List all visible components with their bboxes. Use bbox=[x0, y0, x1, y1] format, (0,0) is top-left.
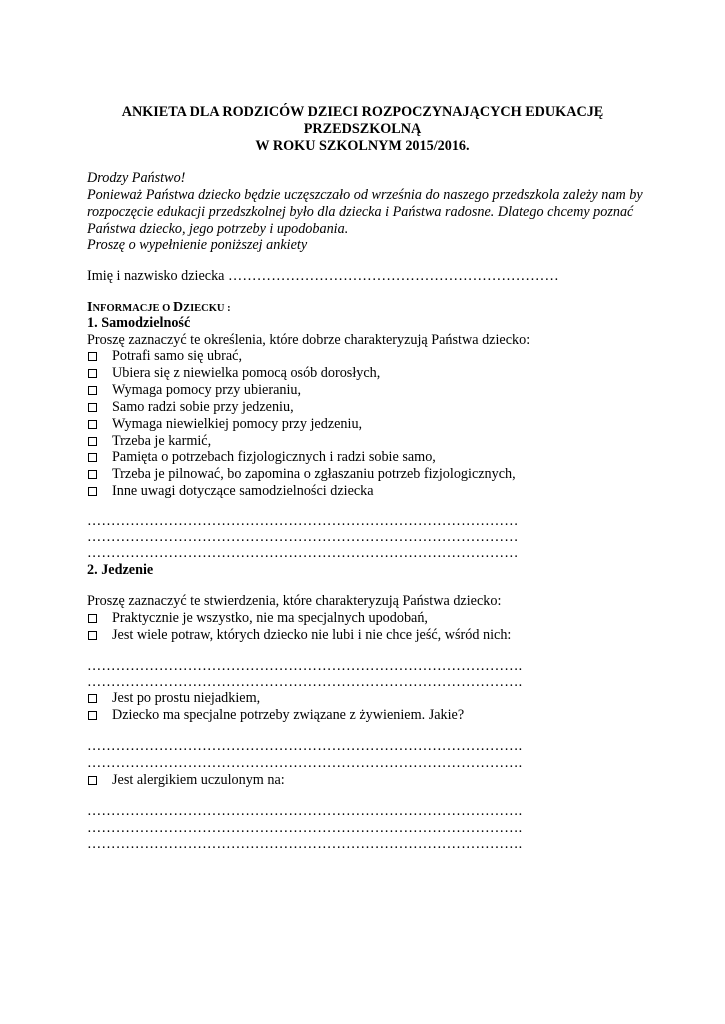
q1-option: Trzeba je karmić, bbox=[112, 432, 212, 449]
checkbox[interactable] bbox=[88, 470, 97, 479]
checkbox[interactable] bbox=[88, 631, 97, 640]
q1-option: Potrafi samo się ubrać, bbox=[112, 348, 243, 364]
q2-dots-line[interactable]: ………………………………………………………………………………. bbox=[87, 674, 523, 690]
intro-line-4: Proszę o wypełnienie poniższej ankiety bbox=[87, 237, 308, 253]
q2-dots-line[interactable]: ………………………………………………………………………………. bbox=[87, 755, 523, 771]
intro-line-1: Ponieważ Państwa dziecko będzie uczęszczało od września do naszego przedszkola zależy nam by bbox=[87, 187, 643, 203]
q2-option: Jest po prostu niejadkiem, bbox=[112, 690, 261, 706]
q2-option: Jest alergikiem uczulonym na: bbox=[112, 772, 285, 788]
q2-option: Dziecko ma specjalne potrzeby związane z żywieniem. Jakie? bbox=[112, 707, 465, 723]
q2-option: Praktycznie je wszystko, nie ma specjalnych upodobań, bbox=[112, 610, 428, 626]
title-line-1: ANKIETA DLA RODZICÓW DZIECI ROZPOCZYNAJĄCYCH EDUKACJĘ bbox=[121, 104, 604, 120]
checkbox[interactable] bbox=[88, 694, 97, 703]
q2-dots-line[interactable]: ………………………………………………………………………………. bbox=[87, 820, 523, 836]
checkbox[interactable] bbox=[88, 776, 97, 785]
q2-dots-line[interactable]: ………………………………………………………………………………. bbox=[87, 658, 523, 674]
child-name-dots: …………………………………………………………… bbox=[228, 268, 559, 284]
title-line-3: W ROKU SZKOLNYM 2015/2016. bbox=[255, 138, 470, 154]
intro-line-2: rozpoczęcie edukacji przedszkolnej było dla dziecka i Państwa radosne. Dlatego chcemy poznać bbox=[87, 204, 634, 220]
q2-prompt: Proszę zaznaczyć te stwierdzenia, które charakteryzują Państwa dziecko: bbox=[87, 593, 502, 609]
checkbox[interactable] bbox=[88, 437, 97, 446]
checkbox[interactable] bbox=[88, 403, 97, 412]
q1-dots-line[interactable]: ……………………………………………………………………………… bbox=[87, 529, 519, 545]
q1-option: Samo radzi sobie przy jedzeniu, bbox=[112, 398, 294, 415]
child-name-label: Imię i nazwisko dziecka bbox=[87, 268, 225, 284]
checkbox[interactable] bbox=[88, 487, 97, 496]
checkbox[interactable] bbox=[88, 453, 97, 462]
checkbox[interactable] bbox=[88, 352, 97, 361]
q1-heading: 1. Samodzielność bbox=[87, 315, 191, 331]
title-line-2: PRZEDSZKOLNĄ bbox=[303, 121, 422, 137]
q1-option: Wymaga pomocy przy ubieraniu, bbox=[112, 381, 302, 398]
checkbox[interactable] bbox=[88, 711, 97, 720]
checkbox[interactable] bbox=[88, 386, 97, 395]
q2-dots-line[interactable]: ………………………………………………………………………………. bbox=[87, 836, 523, 852]
q1-prompt: Proszę zaznaczyć te określenia, które dobrze charakteryzują Państwa dziecko: bbox=[87, 332, 531, 348]
q1-option: Inne uwagi dotyczące samodzielności dziecka bbox=[112, 483, 374, 500]
child-name-field[interactable] bbox=[87, 268, 559, 285]
greeting: Drodzy Państwo! bbox=[87, 170, 186, 186]
checkbox[interactable] bbox=[88, 614, 97, 623]
q1-option: Ubiera się z niewielka pomocą osób dorosłych, bbox=[112, 364, 381, 381]
q2-dots-line[interactable]: ………………………………………………………………………………. bbox=[87, 803, 523, 819]
intro-line-3: Państwa dziecko, jego potrzeby i upodobania. bbox=[87, 221, 349, 237]
q1-dots-line[interactable]: ……………………………………………………………………………… bbox=[87, 513, 519, 529]
q1-option: Wymaga niewielkiej pomocy przy jedzeniu, bbox=[112, 415, 363, 432]
checkbox[interactable] bbox=[88, 369, 97, 378]
section-heading-child-info: INFORMACJE O DZIECKU : bbox=[87, 300, 231, 315]
q2-option: Jest wiele potraw, których dziecko nie lubi i nie chce jeść, wśród nich: bbox=[112, 627, 512, 643]
q2-dots-line[interactable]: ………………………………………………………………………………. bbox=[87, 738, 523, 754]
q1-option: Trzeba je pilnować, bo zapomina o zgłaszaniu potrzeb fizjologicznych, bbox=[112, 466, 516, 483]
q1-dots-line[interactable]: ……………………………………………………………………………… bbox=[87, 545, 519, 561]
checkbox[interactable] bbox=[88, 420, 97, 429]
q2-heading: 2. Jedzenie bbox=[87, 562, 154, 578]
q1-option: Pamięta o potrzebach fizjologicznych i radzi sobie samo, bbox=[112, 449, 436, 466]
